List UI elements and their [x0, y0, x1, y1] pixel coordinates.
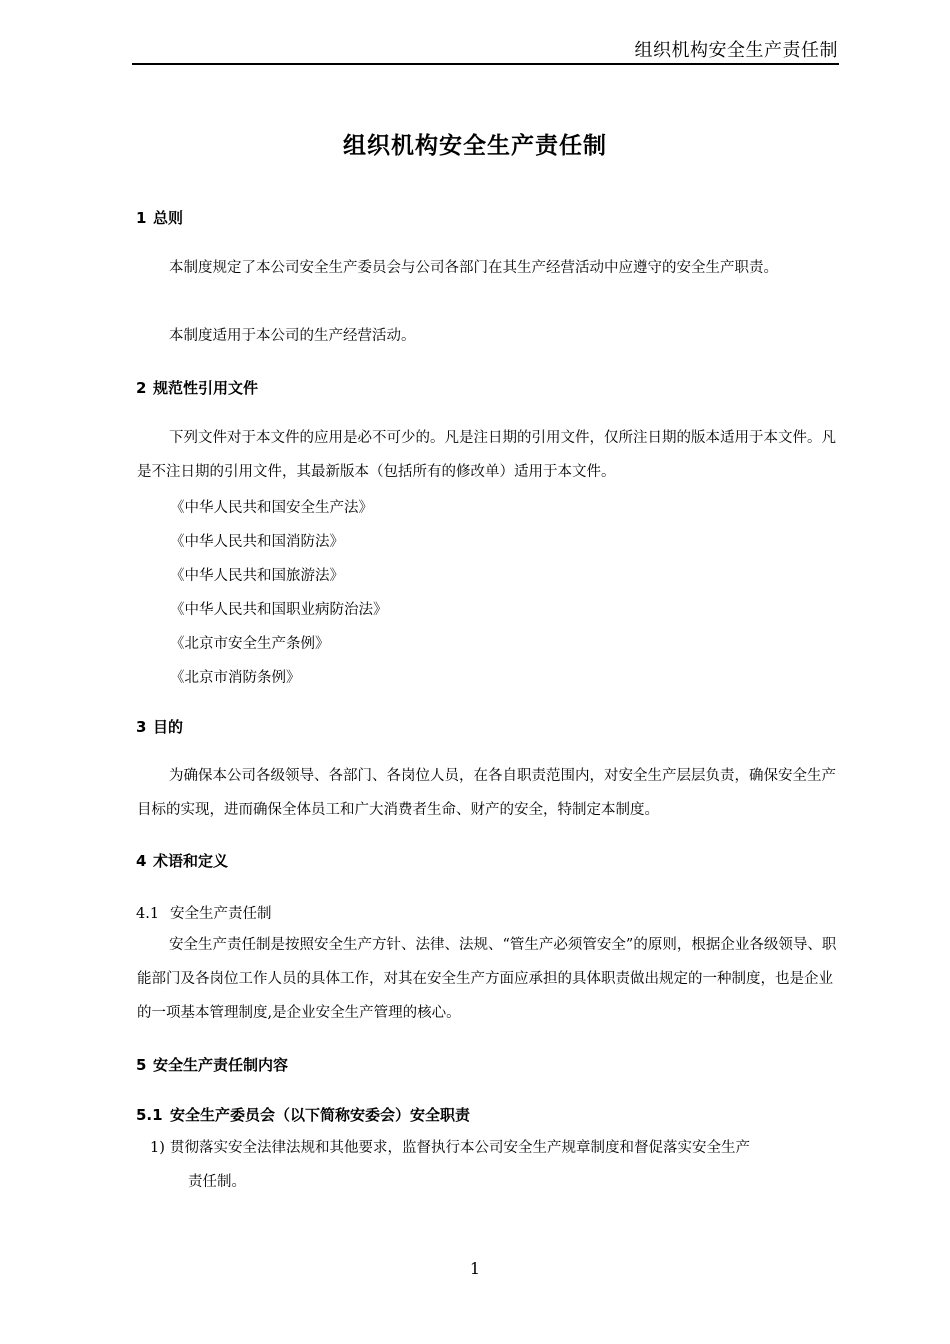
reference-item: 《中华人民共和国安全生产法》 [170, 500, 373, 516]
reference-item: 《北京市安全生产条例》 [170, 636, 330, 652]
section-2-heading [136, 377, 258, 398]
section-3-heading [136, 716, 183, 737]
section-number: 3 [136, 718, 147, 736]
header-rule [132, 63, 839, 65]
running-header: 组织机构安全生产责任制 [634, 40, 838, 61]
section-2-paragraph-1: 下列文件对于本文件的应用是必不可少的。凡是注日期的引用文件，仅所注日期的版本适用于本文件。凡是不注日期的引用文件，其最新版本（包括所有的修改单）适用于本文件。 [137, 430, 836, 480]
section-1-paragraph-1: 本制度规定了本公司安全生产委员会与公司各部门在其生产经营活动中应遵守的安全生产职责。 [169, 260, 778, 276]
subsection-number: 4.1 [136, 906, 160, 922]
subsection-4-1-heading [136, 902, 272, 923]
page-number: 1 [469, 1259, 481, 1278]
list-item-text-line-2: 责任制。 [188, 1174, 246, 1190]
document-title: 组织机构安全生产责任制 [343, 133, 607, 159]
section-1-heading [136, 207, 183, 228]
reference-item: 《北京市消防条例》 [170, 670, 301, 686]
section-number: 4 [136, 852, 147, 870]
reference-item: 《中华人民共和国旅游法》 [170, 568, 344, 584]
section-3-paragraph-1: 为确保本公司各级领导、各部门、各岗位人员，在各自职责范围内，对安全生产层层负责，确保安全生产目标的实现，进而确保全体员工和广大消费者生命、财产的安全，特制定本制度。 [137, 768, 836, 818]
section-number: 1 [136, 209, 147, 227]
section-title: 总则 [153, 209, 184, 227]
section-title: 安全生产责任制内容 [153, 1056, 289, 1074]
section-number: 2 [136, 379, 147, 397]
subsection-title: 安全生产责任制 [170, 906, 272, 922]
section-4-heading [136, 850, 228, 871]
reference-item: 《中华人民共和国职业病防治法》 [170, 602, 388, 618]
section-title: 规范性引用文件 [153, 379, 259, 397]
subsection-5-1-heading [136, 1104, 470, 1125]
subsection-title: 安全生产委员会（以下简称安委会）安全职责 [170, 1106, 471, 1124]
section-1-paragraph-2: 本制度适用于本公司的生产经营活动。 [169, 328, 416, 344]
section-4-paragraph-1: 安全生产责任制是按照安全生产方针、法律、法规、“管生产必须管安全”的原则，根据企业各级领导、职能部门及各岗位工作人员的具体工作，对其在安全生产方面应承担的具体职责做出规定的一种制度，也是企业的一项基本管理制度,是企业安全生产管理的核心。 [137, 937, 837, 1021]
reference-item: 《中华人民共和国消防法》 [170, 534, 344, 550]
subsection-number: 5.1 [136, 1106, 163, 1124]
list-item-text-line-1: 贯彻落实安全法律法规和其他要求，监督执行本公司安全生产规章制度和督促落实安全生产 [170, 1140, 750, 1156]
section-title: 术语和定义 [153, 852, 229, 870]
section-number: 5 [136, 1056, 147, 1074]
list-item [150, 1131, 840, 1199]
section-5-heading [136, 1054, 288, 1075]
section-title: 目的 [153, 718, 184, 736]
list-marker: 1) [150, 1140, 165, 1156]
